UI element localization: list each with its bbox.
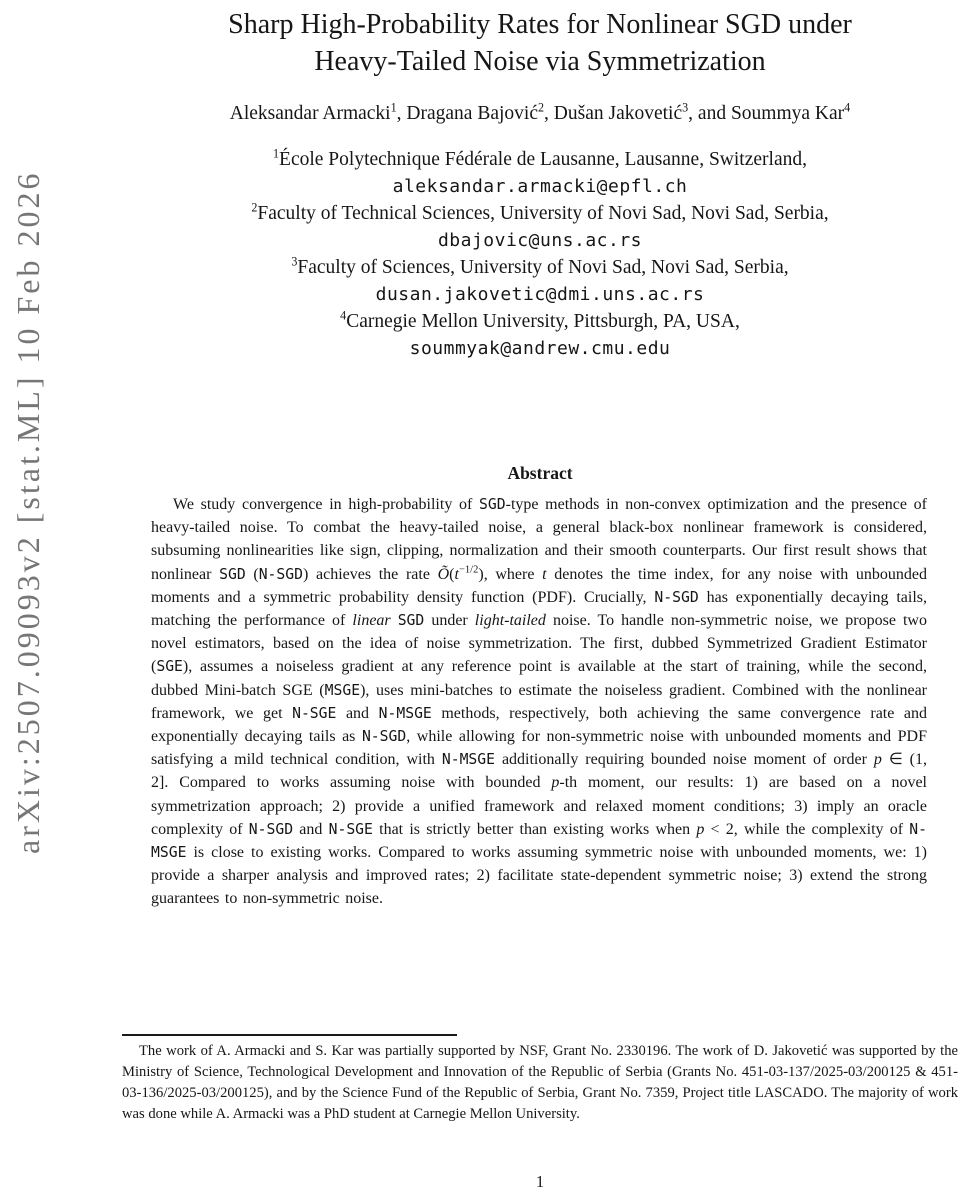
abstract-body: [151, 493, 927, 911]
author-name: Dragana Bajović: [406, 103, 538, 124]
affiliation-line: $^4$Carnegie Mellon University, Pittsburgh, PA, USA,: [340, 308, 740, 332]
abstract-heading: Abstract: [507, 463, 573, 483]
abstract-segment-p: has exponentially decaying tails, matching the performance of: [151, 588, 928, 630]
affiliation-email: dbajovic@uns.ac.rs: [437, 230, 643, 251]
abstract-segment-p: denotes the time index, for any noise with unbounded moments and a symmetric probability density function (PDF). Crucially,: [151, 565, 928, 606]
abstract-segment-tt: N-SGD: [361, 728, 407, 746]
paper-title: [122, 6, 958, 80]
paper-title-line-1: Sharp High-Probability Rates for Nonlinear SGD under: [228, 9, 852, 40]
footnote: [122, 1034, 958, 1125]
affiliation-line: $^2$Faculty of Technical Sciences, University of Novi Sad, Novi Sad, Serbia,: [251, 200, 829, 224]
abstract-segment-p: (: [245, 565, 259, 583]
abstract-segment-p: additionally requiring bounded noise moment of order: [495, 751, 874, 769]
abstract-segment-tt: SGE: [156, 658, 183, 676]
abstract-segment-p: methods, respectively, both achieving the same convergence rate and exponentially decaying tails as: [151, 704, 928, 746]
author-affiliation-ref: 4: [844, 100, 851, 115]
affiliations: [122, 146, 958, 362]
abstract-segment-tt: N-SGE: [328, 820, 373, 838]
page-number: 1: [535, 1172, 545, 1191]
author-affiliation-ref: 1: [390, 100, 397, 115]
abstract-segment-p: , while allowing for non-symmetric noise with unbounded moments and PDF satisfying a mild technical condition, with: [151, 728, 928, 769]
abstract-segment-tt: SGD: [219, 565, 246, 583]
abstract-segment-p: ), assumes a noiseless gradient at any reference point is available at the start of training, while the second, dubbed Mini-batch SGE (: [151, 658, 927, 699]
footnote-rule: [122, 1034, 457, 1036]
authors-line: Aleksandar Armacki$^1$, Dragana Bajović$^2$, Dušan Jakovetić$^3$, and Soummya Kar$^4$: [229, 100, 851, 124]
abstract-segment-tt: N-MSGE: [378, 704, 432, 722]
affiliation-number: 2: [251, 200, 258, 215]
abstract-segment-p: ∈ (1, 2]. Compared to works assuming noise with bounded: [151, 751, 928, 792]
affiliation-line: $^3$Faculty of Sciences, University of Novi Sad, Novi Sad, Serbia,: [291, 254, 789, 278]
arxiv-watermark: arXiv:2507.09093v2 [stat.ML] 10 Feb 2026: [10, 170, 46, 854]
abstract-segment-tt: SGD: [479, 496, 506, 513]
abstract-segment-p: (: [449, 565, 455, 583]
abstract-segment-p: ), uses mini-batches to estimate the noiseless gradient. Combined with the nonlinear framework, we get: [151, 681, 928, 722]
abstract-segment-tt: N-SGD: [248, 820, 294, 838]
abstract-segment-m: Õ: [437, 565, 450, 583]
abstract-segment-tt: N-SGE: [292, 704, 337, 722]
abstract-segment-m: t: [454, 565, 459, 583]
abstract-segment-p: ), where: [478, 565, 543, 583]
abstract-segment-p: noise. To handle non-symmetric noise, we propose two novel estimators, based on the idea of noise symmetrization. The first, dubbed Symmetrized Gradient Estimator (: [151, 612, 927, 676]
abstract-segment-tt: SGD: [397, 612, 425, 630]
abstract-segment-p: under: [424, 612, 475, 630]
affiliation-email: dusan.jakovetic@dmi.uns.ac.rs: [375, 284, 705, 305]
author-name: Soummya Kar: [730, 103, 845, 124]
abstract-segment-m: p: [873, 751, 882, 769]
abstract-segment-sup: −1/2: [458, 564, 479, 576]
abstract-segment-p: that is strictly better than existing works when: [372, 820, 697, 838]
author-affiliation-ref: 3: [682, 100, 689, 115]
affiliation-email: soummyak@andrew.cmu.edu: [409, 338, 671, 359]
abstract-segment-tt: N-SGD: [654, 588, 699, 606]
abstract-segment-p: and: [336, 704, 379, 722]
paper-title-line-2: Heavy-Tailed Noise via Symmetrization: [314, 46, 766, 77]
abstract-segment-tt: MSGE: [324, 681, 361, 699]
abstract-segment-tt: N-SGD: [258, 565, 303, 583]
abstract-segment-p: ) achieves the rate: [303, 565, 438, 583]
abstract-segment-p: -th moment, our results: 1) are based on a novel symmetrization approach; 2) provide a unified framework and relaxed moment conditions; 3) imply an oracle complexity of: [151, 774, 927, 838]
abstract-segment-tt: N-MSGE: [441, 751, 496, 769]
abstract-segment-p: [391, 612, 398, 629]
abstract-segment-p: We study convergence in high-probability of: [173, 496, 480, 513]
abstract-segment-p: and: [293, 820, 329, 838]
abstract-segment-i: light-tailed: [474, 612, 546, 630]
affiliation-number: 3: [291, 254, 298, 269]
affiliation-number: 4: [340, 308, 347, 323]
author-name: Dušan Jakovetić: [553, 103, 683, 124]
abstract-segment-p: is close to existing works. Compared to works assuming symmetric noise with unbounded moments, we: 1) provide a sharper analysis and improved rates; 2) facilitate state-dependent symmetric noise; 3) extend the strong guarantees to non-symmetric noise.: [151, 844, 927, 908]
footnote-text: The work of A. Armacki and S. Kar was partially supported by NSF, Grant No. 2330196. The work of D. Jakovetić was supported by the Ministry of Science, Technological Development and Innovation of the Republic of Serbia (Grants No. 451-03-137/2025-03/200125 & 451-03-136/2025-03/200125), and by the Science Fund of the Republic of Serbia, Grant No. 7359, Project title LASCADO. The majority of work was done while A. Armacki was a PhD student at Carnegie Mellon University.: [122, 1043, 958, 1122]
abstract-segment-m: p: [696, 820, 705, 838]
abstract-segment-i: linear: [352, 612, 391, 630]
affiliation-number: 1: [273, 146, 280, 161]
abstract-segment-p: -type methods in non-convex optimization and the presence of heavy-tailed noise. To combat the heavy-tailed noise, a general black-box nonlinear framework is considered, subsuming nonlinearities like sign, clipping, normalization and their smooth counterparts. Our first result shows that nonlinear: [151, 496, 927, 583]
author-affiliation-ref: 2: [537, 100, 545, 115]
author-name: Aleksandar Armacki: [229, 103, 391, 124]
abstract-segment-m: p: [551, 774, 560, 792]
affiliation-email: aleksandar.armacki@epfl.ch: [392, 176, 688, 197]
abstract-segment-p: < 2, while the complexity of: [704, 820, 910, 838]
paper-content: [122, 0, 958, 1200]
affiliation-line: $^1$École Polytechnique Fédérale de Lausanne, Lausanne, Switzerland,: [273, 146, 807, 170]
abstract-segment-m: t: [542, 565, 547, 583]
abstract-segment-tt: N-MSGE: [151, 820, 928, 862]
